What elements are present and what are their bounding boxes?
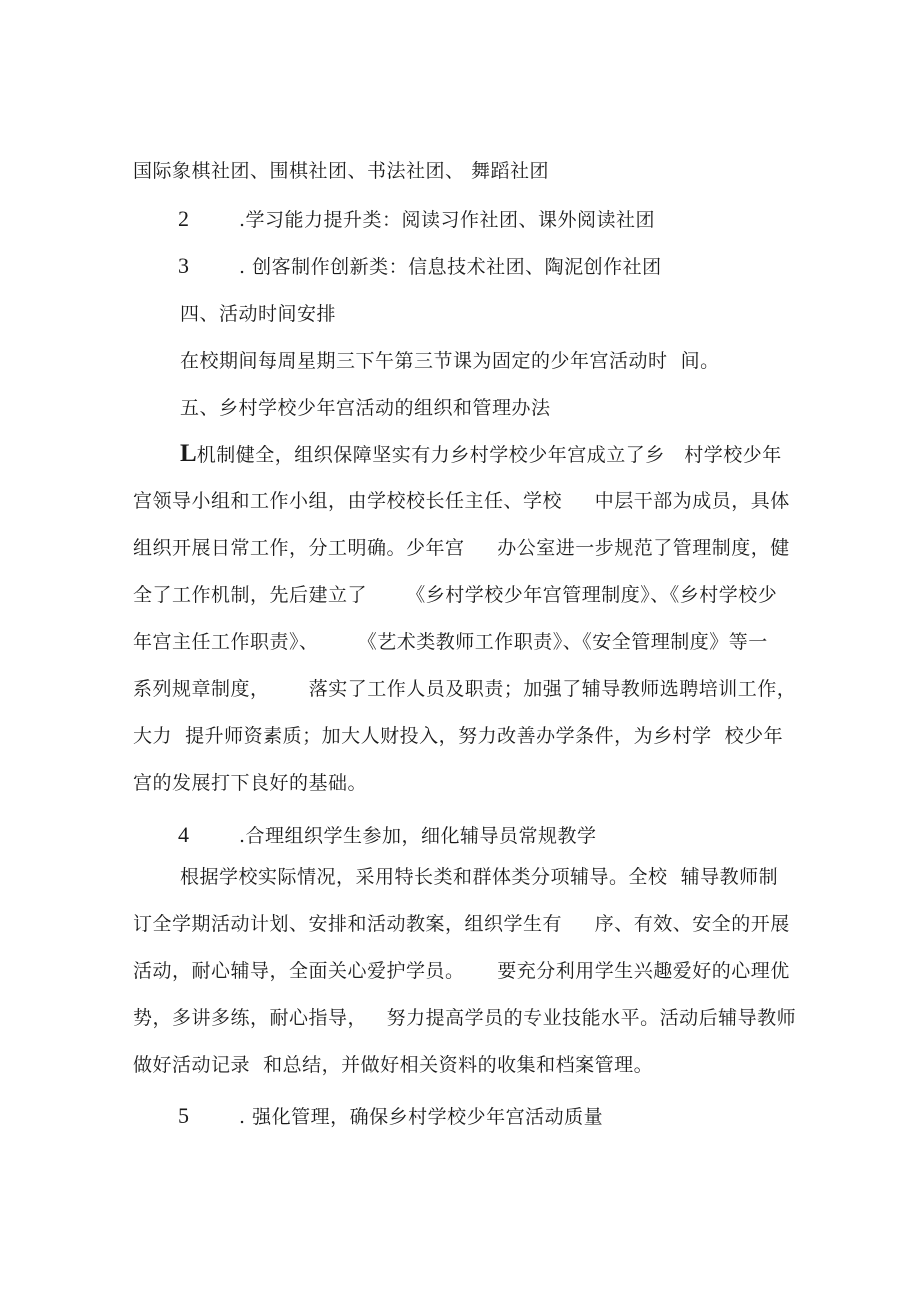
paragraph-line: 宫的发展打下良好的基础。 [133, 772, 368, 794]
list-number: 5 [178, 1103, 189, 1128]
section-heading: 四、活动时间安排 [180, 303, 337, 325]
paragraph-line: 系列规章制度， 落实了工作人员及职责；加强了辅导教师选聘培训工作， [133, 678, 797, 700]
section-heading: 五、乡村学校少年宫活动的组织和管理办法 [180, 397, 551, 419]
paragraph-line: 宫领导小组和工作小组，由学校校长任主任、学校 中层干部为成员，具体 [133, 490, 790, 512]
list-item-text: . 创客制作创新类：信息技术社团、陶泥创作社团 [239, 256, 662, 278]
paragraph-line: 根据学校实际情况，采用特长类和群体类分项辅导。全校 辅导教师制 [180, 866, 779, 888]
paragraph-line: 全了工作机制，先后建立了 《乡村学校少年宫管理制度》、《乡村学校少 [133, 584, 778, 606]
lead-letter: L [180, 440, 197, 467]
paragraph-line: 年宫主任工作职责》、 《艺术类教师工作职责》、《安全管理制度》等一 [133, 631, 768, 653]
paragraph-line [180, 442, 782, 467]
paragraph-line: 在校期间每周星期三下午第三节课为固定的少年宫活动时 间。 [180, 350, 720, 372]
paragraph-line: 活动，耐心辅导，全面关心爱护学员。 要充分利用学生兴趣爱好的心理优 [133, 960, 790, 982]
paragraph-line: 国际象棋社团、围棋社团、书法社团、 舞蹈社团 [133, 160, 550, 182]
list-number: 4 [178, 822, 189, 847]
list-item-text: .学习能力提升类：阅读习作社团、课外阅读社团 [239, 209, 656, 231]
paragraph-line: 大力 提升师资素质；加大人财投入，努力改善办学条件，为乡村学 校少年 [133, 725, 784, 747]
list-item-text: .合理组织学生参加，细化辅导员常规教学 [239, 825, 597, 847]
paragraph-text: 机制健全，组织保障坚实有力乡村学校少年宫成立了乡 村学校少年 [196, 444, 782, 466]
list-item-text: . 强化管理，确保乡村学校少年宫活动质量 [239, 1106, 604, 1128]
paragraph-line: 组织开展日常工作，分工明确。少年宫 办公室进一步规范了管理制度，健 [133, 537, 790, 559]
paragraph-line: 订全学期活动计划、安排和活动教案，组织学生有 序、有效、安全的开展 [133, 913, 790, 935]
paragraph-line: 做好活动记录 和总结，并做好相关资料的收集和档案管理。 [133, 1054, 654, 1076]
paragraph-line: 势，多讲多练，耐心指导， 努力提高学员的专业技能水平。活动后辅导教师 [133, 1007, 797, 1029]
list-number: 3 [178, 253, 189, 278]
list-number: 2 [178, 206, 189, 231]
